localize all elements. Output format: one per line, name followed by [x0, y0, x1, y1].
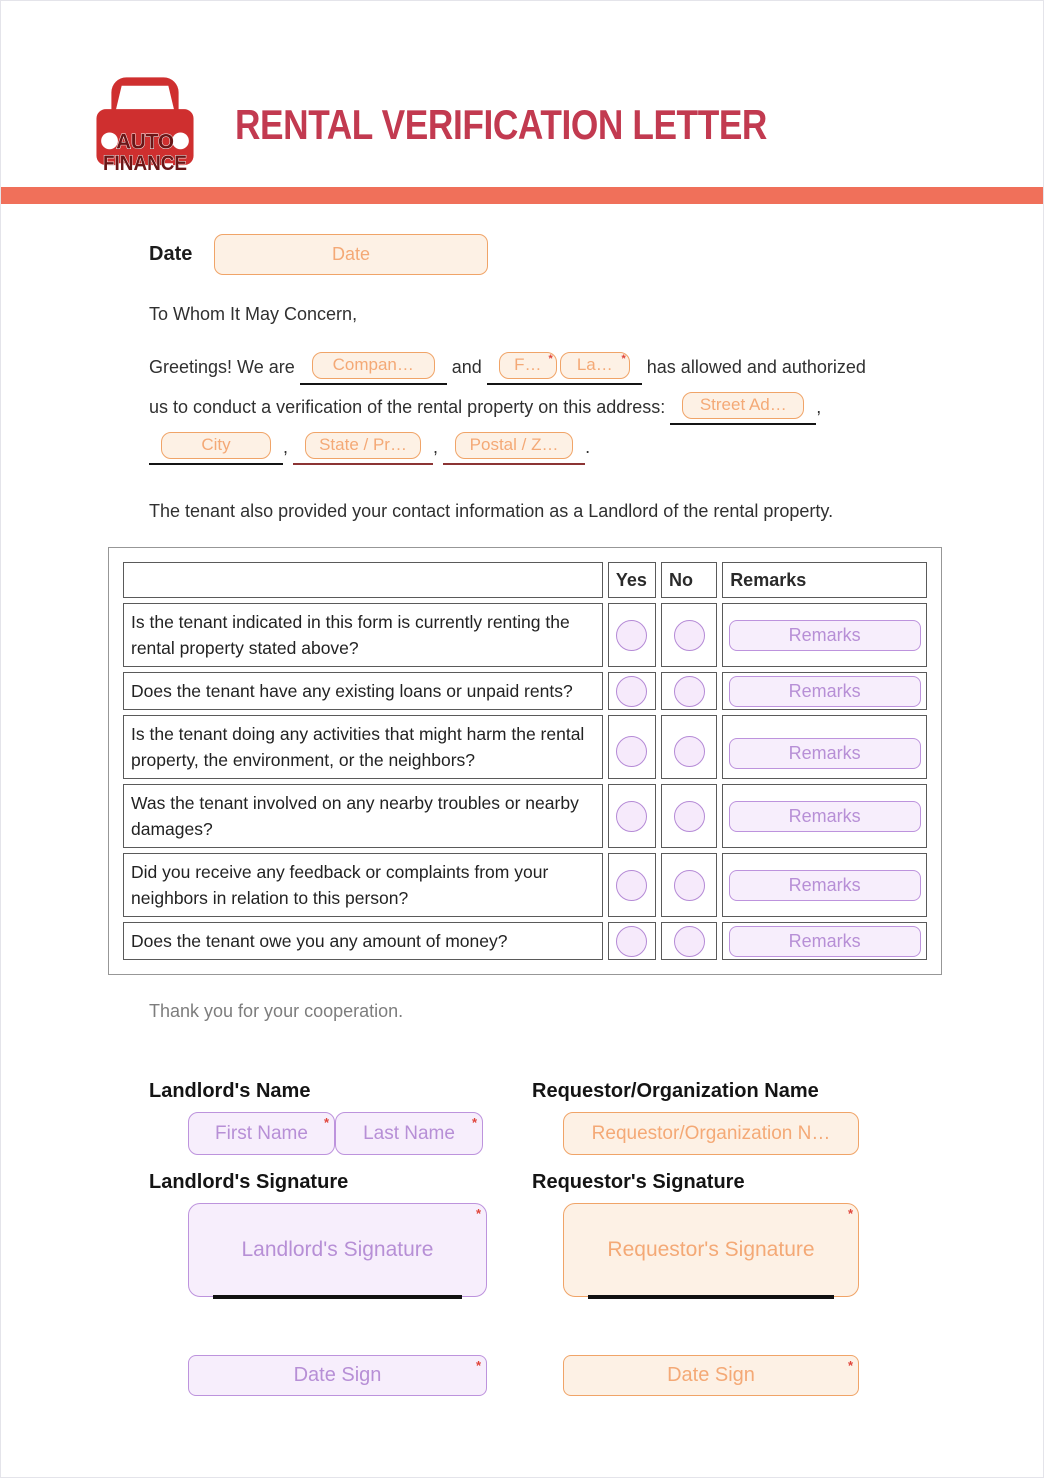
landlord-column — [149, 1080, 532, 1396]
question-text: Is the tenant doing any activities that might harm the rental property, the environment, or the neighbors? — [123, 715, 603, 779]
requestor-signature-label: Requestor's Signature — [532, 1171, 745, 1193]
comma-text: , — [816, 397, 822, 417]
table-row — [123, 853, 927, 917]
no-radio[interactable] — [674, 620, 705, 651]
yes-column-header: Yes — [608, 562, 656, 598]
requestor-name-label: Requestor/Organization Name — [532, 1080, 819, 1102]
required-asterisk: * — [323, 1115, 329, 1130]
date-sign-placeholder: Date Sign — [293, 1364, 382, 1386]
no-radio[interactable] — [674, 870, 705, 901]
required-asterisk: * — [548, 353, 553, 366]
landlord-date-sign-input[interactable] — [188, 1355, 487, 1396]
remarks-input[interactable]: Remarks — [729, 738, 921, 769]
remarks-input[interactable]: Remarks — [729, 620, 921, 651]
greeting-line-1 — [149, 347, 895, 387]
last-name-inline-input[interactable] — [560, 352, 630, 379]
postal-field-underline — [443, 431, 585, 465]
question-text: Does the tenant owe you any amount of money? — [123, 922, 603, 960]
yes-radio[interactable] — [616, 736, 647, 767]
auto-finance-logo — [89, 73, 201, 177]
required-asterisk: * — [475, 1358, 481, 1373]
table-row — [123, 672, 927, 710]
form-header — [1, 1, 1043, 179]
greeting-text-4: us to conduct a verification of the rental property on this address: — [149, 397, 671, 417]
requestor-signature-pad[interactable] — [563, 1203, 859, 1297]
required-asterisk: * — [475, 1206, 481, 1221]
logo-text-auto: AUTO — [116, 129, 174, 154]
remarks-input[interactable]: Remarks — [729, 676, 921, 707]
salutation-text: To Whom It May Concern, — [149, 304, 358, 324]
requestor-signature-placeholder: Requestor's Signature — [607, 1238, 815, 1261]
greeting-text-2: and — [446, 357, 487, 377]
no-column-header: No — [661, 562, 717, 598]
requestor-organization-input[interactable] — [563, 1112, 859, 1155]
yes-radio[interactable] — [616, 870, 647, 901]
landlord-signature-pad[interactable] — [188, 1203, 487, 1297]
yes-radio[interactable] — [616, 801, 647, 832]
city-input[interactable]: City — [161, 432, 271, 459]
questions-table — [118, 557, 932, 965]
signature-section — [149, 1080, 1043, 1396]
question-text: Did you receive any feedback or complaints from your neighbors in relation to this person? — [123, 853, 603, 917]
greeting-text-1: Greetings! We are — [149, 357, 300, 377]
comma-text: , — [433, 437, 439, 457]
city-field-underline — [149, 431, 283, 465]
landlord-signature-placeholder: Landlord's Signature — [241, 1238, 434, 1261]
last-name-inline-placeholder: La… — [576, 355, 613, 375]
no-radio[interactable] — [674, 801, 705, 832]
comma-text: , — [283, 437, 289, 457]
required-asterisk: * — [471, 1115, 477, 1130]
requestor-name-fields — [532, 1112, 1043, 1155]
required-asterisk: * — [847, 1206, 853, 1221]
yes-radio[interactable] — [616, 676, 647, 707]
requestor-name-placeholder: Requestor/Organization N… — [591, 1122, 831, 1144]
logo-text-finance: FINANCE — [103, 150, 187, 175]
last-name-placeholder: Last Name — [363, 1122, 455, 1144]
required-asterisk: * — [621, 353, 626, 366]
company-name-input[interactable]: Compan… — [312, 352, 435, 379]
table-row — [123, 922, 927, 960]
greeting-text-3: has allowed and authorized — [641, 357, 866, 377]
state-field-underline — [293, 431, 433, 465]
question-text: Is the tenant indicated in this form is currently renting the rental property stated above? — [123, 603, 603, 667]
street-address-input[interactable]: Street Ad… — [682, 392, 804, 419]
question-column-header — [123, 562, 603, 598]
state-province-input[interactable]: State / Pr… — [305, 432, 421, 459]
questions-table-container — [108, 547, 942, 975]
no-radio[interactable] — [674, 926, 705, 957]
landlord-name-fields — [188, 1112, 532, 1155]
page-title: RENTAL VERIFICATION LETTER — [235, 101, 767, 148]
no-radio[interactable] — [674, 736, 705, 767]
date-sign-placeholder: Date Sign — [667, 1364, 755, 1386]
first-name-inline-input[interactable] — [499, 352, 557, 379]
street-field-underline — [670, 391, 816, 425]
letter-body — [1, 234, 1043, 1022]
remarks-input[interactable]: Remarks — [729, 801, 921, 832]
remarks-column-header: Remarks — [722, 562, 927, 598]
date-field-row — [149, 234, 895, 275]
tenant-note-paragraph: The tenant also provided your contact information as a Landlord of the rental property. — [149, 501, 834, 521]
landlord-last-name-input[interactable] — [335, 1112, 483, 1155]
date-input[interactable]: Date — [214, 234, 488, 275]
landlord-signature-label: Landlord's Signature — [149, 1171, 349, 1193]
question-text: Was the tenant involved on any nearby troubles or nearby damages? — [123, 784, 603, 848]
header-divider-bar — [1, 187, 1043, 204]
yes-radio[interactable] — [616, 926, 647, 957]
question-text: Does the tenant have any existing loans or unpaid rents? — [123, 672, 603, 710]
no-radio[interactable] — [674, 676, 705, 707]
postal-zip-input[interactable]: Postal / Z… — [455, 432, 573, 459]
greeting-line-3 — [149, 427, 895, 467]
required-asterisk: * — [847, 1358, 853, 1373]
yes-radio[interactable] — [616, 620, 647, 651]
tenant-name-underline — [487, 351, 642, 385]
table-row — [123, 603, 927, 667]
thanks-text: Thank you for your cooperation. — [149, 1001, 404, 1021]
table-row — [123, 784, 927, 848]
greeting-paragraph — [149, 347, 895, 467]
landlord-first-name-input[interactable] — [188, 1112, 335, 1155]
first-name-placeholder: First Name — [215, 1122, 308, 1144]
greeting-line-2 — [149, 387, 895, 427]
table-header-row — [123, 562, 927, 598]
landlord-name-label: Landlord's Name — [149, 1080, 311, 1102]
remarks-input[interactable]: Remarks — [729, 926, 921, 957]
requestor-column — [532, 1080, 1043, 1396]
first-name-inline-placeholder: F… — [514, 355, 542, 375]
table-row — [123, 715, 927, 779]
period-text: . — [585, 437, 591, 457]
company-field-underline — [300, 351, 447, 385]
remarks-input[interactable]: Remarks — [729, 870, 921, 901]
date-label: Date — [149, 243, 193, 265]
requestor-date-sign-input[interactable] — [563, 1355, 859, 1396]
